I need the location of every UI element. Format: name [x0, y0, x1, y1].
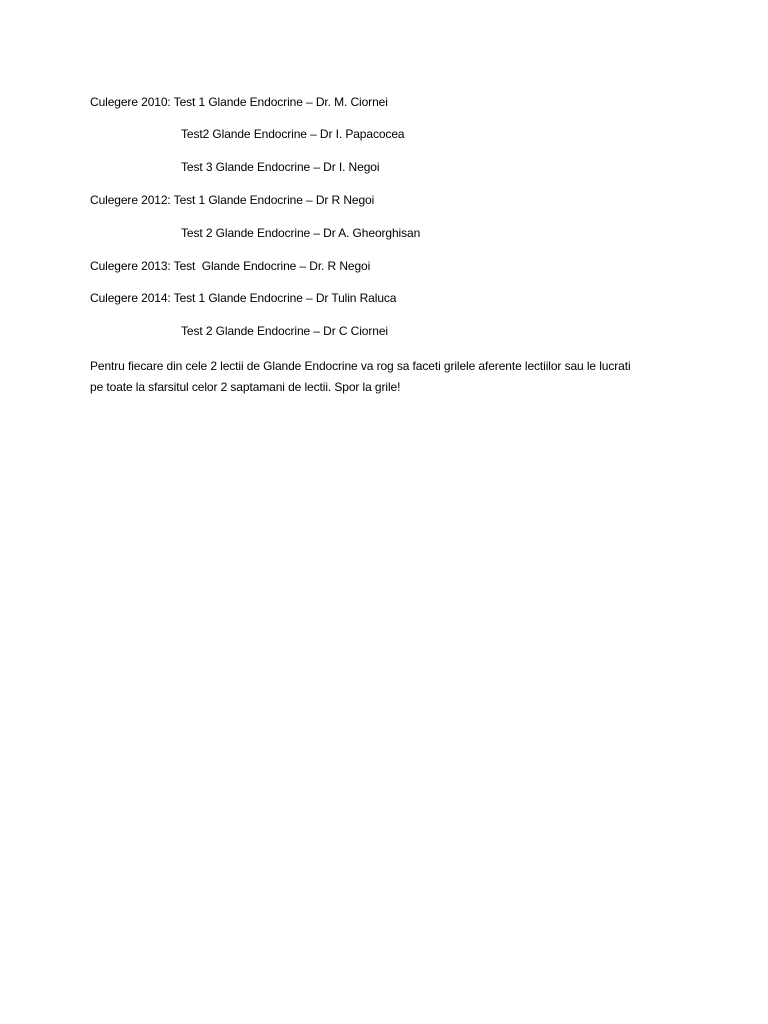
list-item-2010-test3: Test 3 Glande Endocrine – Dr I. Negoi [181, 160, 380, 174]
list-item-2013-test: Culegere 2013: Test Glande Endocrine – Dr. R Negoi [90, 259, 371, 273]
paragraph-line-1: Pentru fiecare din cele 2 lectii de Glande Endocrine va rog sa faceti grilele aferente lectiilor sau le lucrati [90, 359, 631, 373]
list-item-2012-test2: Test 2 Glande Endocrine – Dr A. Gheorghisan [181, 226, 421, 240]
list-item-2012-test1: Culegere 2012: Test 1 Glande Endocrine – Dr R Negoi [90, 193, 375, 207]
list-item-2014-test1: Culegere 2014: Test 1 Glande Endocrine – Dr Tulin Raluca [90, 291, 397, 305]
instructions-paragraph [90, 356, 690, 398]
list-item-2014-test2: Test 2 Glande Endocrine – Dr C Ciornei [181, 324, 388, 338]
list-item-2010-test1: Culegere 2010: Test 1 Glande Endocrine – Dr. M. Ciornei [90, 95, 388, 109]
paragraph-line-2: pe toate la sfarsitul celor 2 saptamani de lectii. Spor la grile! [90, 380, 401, 394]
list-item-2010-test2: Test2 Glande Endocrine – Dr I. Papacocea [181, 127, 405, 141]
